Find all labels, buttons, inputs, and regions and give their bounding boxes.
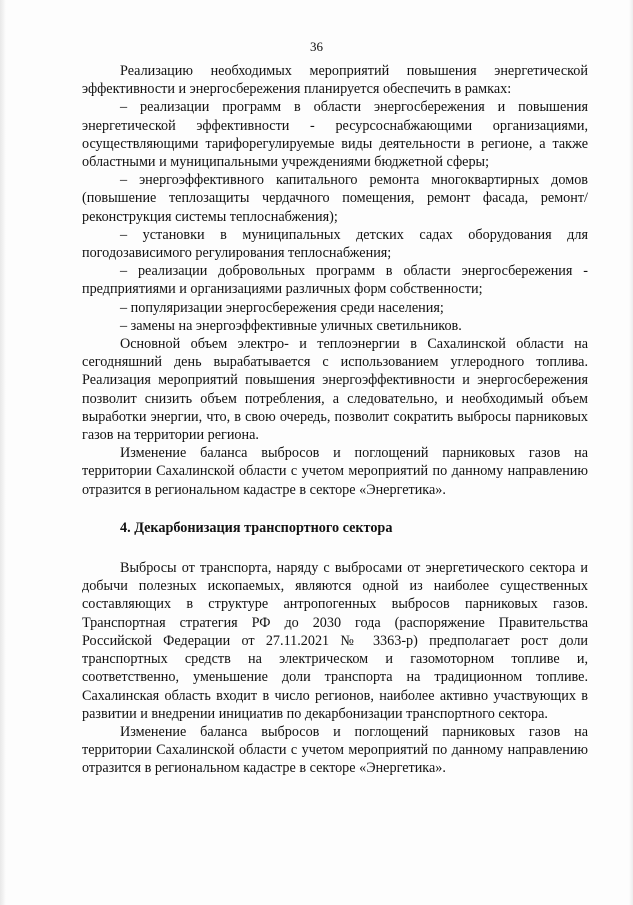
- paragraph-main-energy: Основной объем электро- и теплоэнергии в Сахалинской области на сегодняшний день вырабатывается с использованием углеродного топлива. Реализация мероприятий повышения энергоэффективности и энергосбережения позволит снизить объем потребления, а следовательно, и необходимый объем выработки энергии, что, в свою очередь, позволит сократить выбросы парниковых газов на территории региона.: [82, 336, 588, 444]
- section-heading: 4. Декарбонизация транспортного сектора: [120, 519, 393, 536]
- paragraph-balance-transport: Изменение баланса выбросов и поглощений парниковых газов на территории Сахалинской области с учетом мероприятий по данному направлению отразится в региональном кадастре в секторе «Энергетика».: [82, 723, 588, 777]
- list-item-kindergartens: – установки в муниципальных детских садах оборудования для погодозависимого регулирования теплоснабжения;: [82, 226, 588, 262]
- list-item-popularization: – популяризации энергосбережения среди населения;: [120, 299, 444, 316]
- spacer: [82, 537, 588, 559]
- spacer: [82, 499, 588, 519]
- list-item-street-lights: – замены на энергоэффективные уличных светильников.: [120, 317, 462, 334]
- scan-edge-shadow-right: [629, 0, 633, 905]
- list-item-voluntary-programs: – реализации добровольных программ в области энергосбережения - предприятиями и организациями различных форм собственности;: [82, 263, 588, 298]
- list-item-energy-programs: – реализации программ в области энергосбережения и повышения энергетической эффективности - ресурсоснабжающими организациями, осуществляющими тарифорегулируемые виды деятельности в регионе, а также областными и муниципальными учреждениями бюджетной сферы;: [82, 99, 588, 171]
- page-content: [82, 62, 588, 778]
- list-item-capital-repair: – энергоэффективного капитального ремонта многоквартирных домов (повышение теплозащиты чердачного помещения, ремонт фасада, ремонт/реконструкция системы теплоснабжения);: [82, 172, 588, 225]
- paragraph-intro: Реализацию необходимых мероприятий повышения энергетической эффективности и энергосбережения планируется обеспечить в рамках:: [82, 63, 588, 98]
- scan-edge-shadow-left: [0, 0, 6, 905]
- page-number: 36: [310, 39, 323, 54]
- paragraph-transport-emissions: Выбросы от транспорта, наряду с выбросами от энергетического сектора и добычи полезных ископаемых, являются одной из наиболее существенных составляющих в структуре антропогенных выбросов парниковых газов. Транспортная стратегия РФ до 2030 года (распоряжение Правительства Российской Федерации от 27.11.2021 № 3363-р) предполагает рост доли транспортных средств на электрическом и газомоторном топливе и, соответственно, уменьшение доли транспорта на традиционном топливе. Сахалинская область входит в число регионов, наиболее активно участвующих в развитии и внедрении инициатив по декарбонизации транспортного сектора.: [82, 560, 588, 722]
- paragraph-balance-energy: Изменение баланса выбросов и поглощений парниковых газов на территории Сахалинской области с учетом мероприятий по данному направлению отразится в региональном кадастре в секторе «Энергетика».: [82, 445, 588, 498]
